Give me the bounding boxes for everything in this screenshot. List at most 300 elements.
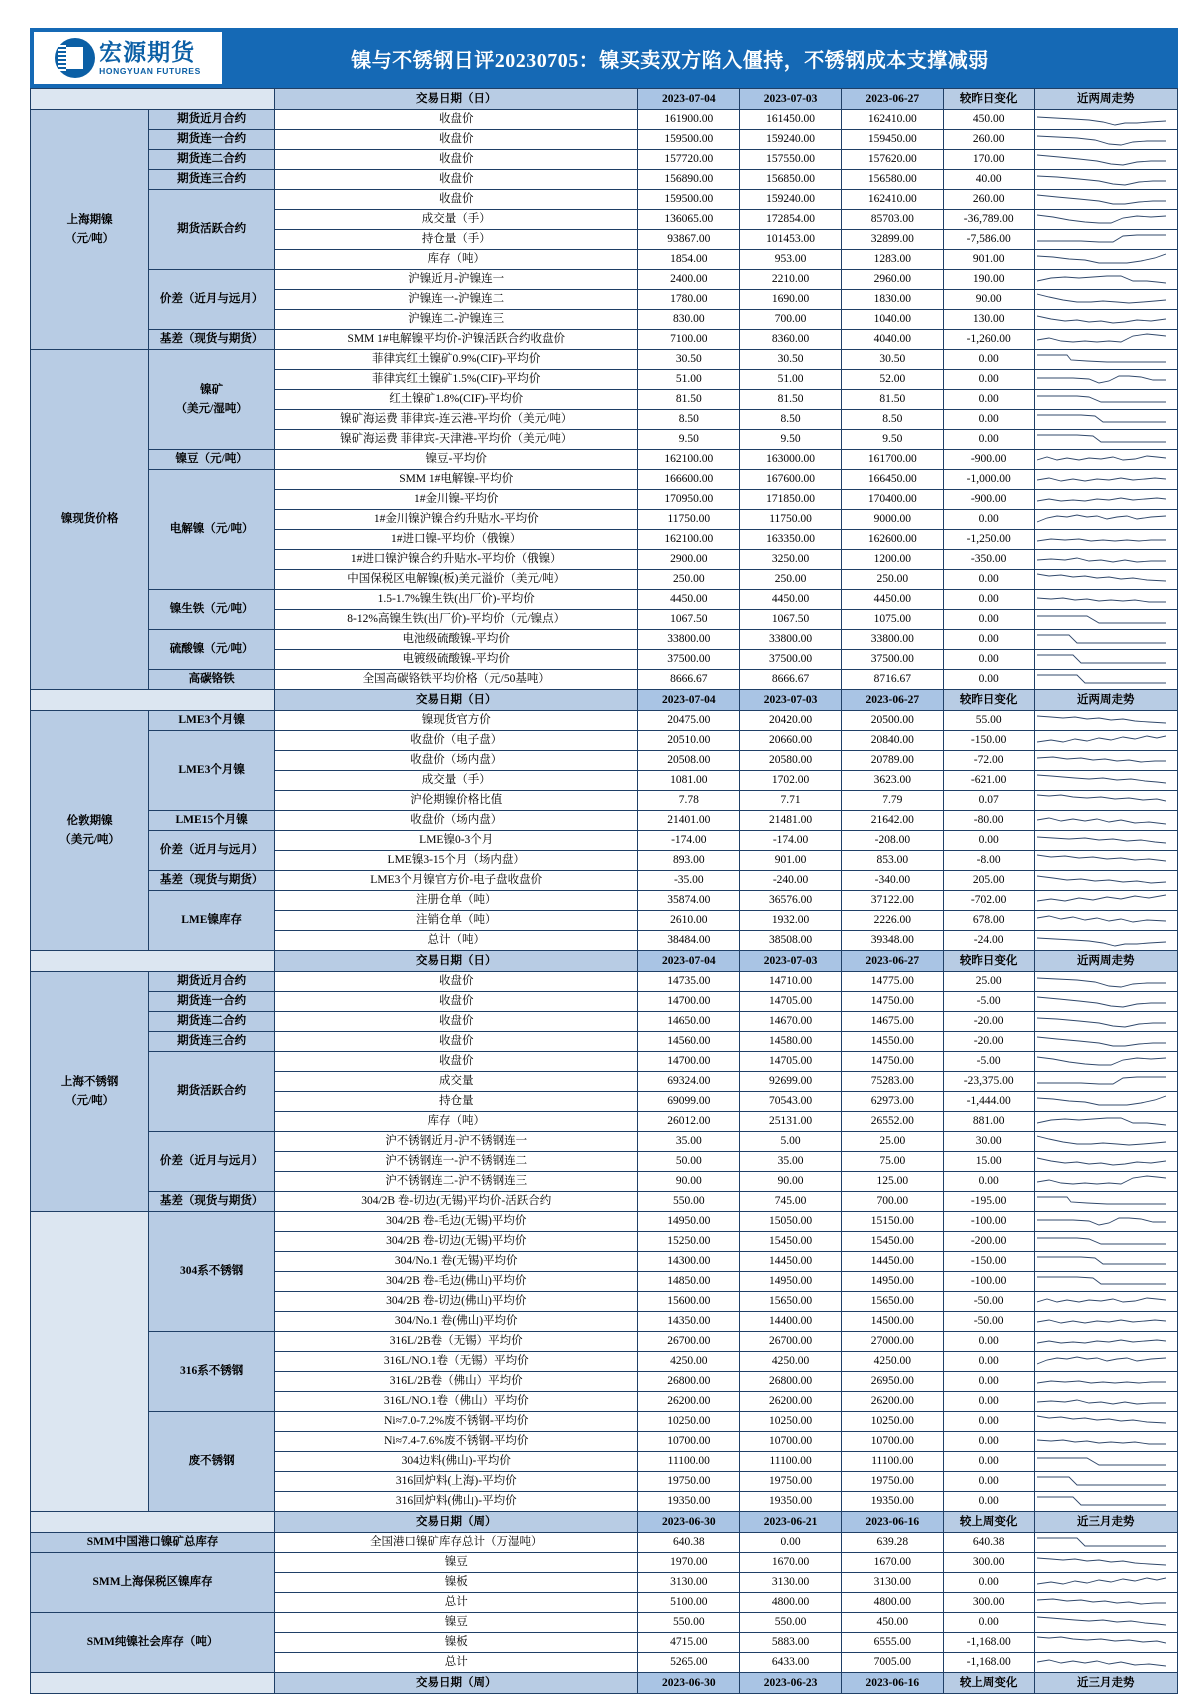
change-cell: 25.00 [943,972,1034,992]
table-row [31,170,1178,190]
value-cell-2: 20580.00 [740,751,842,771]
metric-label: 316L/NO.1卷（无锡）平均价 [275,1352,638,1372]
metric-label: 304/2B 卷-切边(佛山)平均价 [275,1292,638,1312]
value-cell-2: 745.00 [740,1192,842,1212]
metric-label: 沪不锈钢连一-沪不锈钢连二 [275,1152,638,1172]
change-cell: 0.00 [943,1573,1034,1593]
value-cell-3: 14775.00 [841,972,943,992]
subgroup-label: 期货活跃合约 [149,1052,275,1132]
value-cell-3: 853.00 [841,851,943,871]
table-row [31,731,1178,751]
date-column-2: 2023-07-03 [740,690,842,711]
change-cell: 40.00 [943,170,1034,190]
value-cell-3: 1830.00 [841,290,943,310]
value-cell-1: 550.00 [638,1613,740,1633]
value-cell-3: 4450.00 [841,590,943,610]
change-cell: -150.00 [943,1252,1034,1272]
value-cell-3: 1200.00 [841,550,943,570]
trend-sparkline [1034,831,1177,851]
date-column-3: 2023-06-27 [841,89,943,110]
value-cell-1: -174.00 [638,831,740,851]
change-cell: -7,586.00 [943,230,1034,250]
change-cell: -702.00 [943,891,1034,911]
value-cell-3: 9000.00 [841,510,943,530]
value-cell-3: 6555.00 [841,1633,943,1653]
value-cell-3: 4040.00 [841,330,943,350]
value-cell-2: 26700.00 [740,1332,842,1352]
change-cell: 15.00 [943,1152,1034,1172]
change-cell: 678.00 [943,911,1034,931]
metric-label: 库存（吨） [275,250,638,270]
table-row [31,270,1178,290]
table-row [31,711,1178,731]
value-cell-1: 26012.00 [638,1112,740,1132]
value-cell-2: 70543.00 [740,1092,842,1112]
value-cell-2: -240.00 [740,871,842,891]
trend-sparkline [1034,891,1177,911]
table-row [31,350,1178,370]
metric-label: 1#金川镍-平均价 [275,490,638,510]
metric-label: 镍板 [275,1633,638,1653]
value-cell-2: 901.00 [740,851,842,871]
change-cell: -1,168.00 [943,1633,1034,1653]
value-cell-2: 6433.00 [740,1653,842,1673]
trend-sparkline [1034,751,1177,771]
value-cell-3: 162600.00 [841,530,943,550]
value-cell-2: 30.50 [740,350,842,370]
value-cell-1: 1067.50 [638,610,740,630]
metric-label: 注销仓单（吨） [275,911,638,931]
value-cell-2: 4450.00 [740,590,842,610]
value-cell-1: 4715.00 [638,1633,740,1653]
value-cell-3: 33800.00 [841,630,943,650]
value-cell-3: 81.50 [841,390,943,410]
value-cell-2: 37500.00 [740,650,842,670]
trend-sparkline [1034,270,1177,290]
value-cell-3: 14675.00 [841,1012,943,1032]
value-cell-3: 20789.00 [841,751,943,771]
trend-sparkline [1034,1212,1177,1232]
metric-label: 镍豆 [275,1553,638,1573]
date-column-3: 2023-06-27 [841,951,943,972]
metric-label: 1.5-1.7%镍生铁(出厂价)-平均价 [275,590,638,610]
change-cell: -350.00 [943,550,1034,570]
value-cell-3: 1670.00 [841,1553,943,1573]
change-cell: -5.00 [943,992,1034,1012]
value-cell-3: 639.28 [841,1533,943,1553]
trend-sparkline [1034,871,1177,891]
trend-sparkline [1034,1092,1177,1112]
metric-label: 全国高碳铬铁平均价格（元/50基吨） [275,670,638,690]
metric-label: 总计 [275,1653,638,1673]
value-cell-2: 90.00 [740,1172,842,1192]
change-column-header: 较昨日变化 [943,89,1034,110]
value-cell-3: 125.00 [841,1172,943,1192]
subgroup-label: LME镍库存 [149,891,275,951]
trend-sparkline [1034,1232,1177,1252]
trend-sparkline [1034,731,1177,751]
value-cell-1: 21401.00 [638,811,740,831]
change-cell: -200.00 [943,1232,1034,1252]
value-cell-2: 0.00 [740,1533,842,1553]
value-cell-1: 14700.00 [638,1052,740,1072]
subgroup-label: 期货连二合约 [149,150,275,170]
subgroup-label: LME15个月镍 [149,811,275,831]
metric-label: 8-12%高镍生铁(出厂价)-平均价（元/镍点） [275,610,638,630]
date-column-3: 2023-06-27 [841,690,943,711]
metric-label: 收盘价 [275,170,638,190]
change-cell: 0.00 [943,670,1034,690]
value-cell-1: 5100.00 [638,1593,740,1613]
header-spacer [31,1673,275,1694]
value-cell-1: 15600.00 [638,1292,740,1312]
change-cell: 0.00 [943,1452,1034,1472]
value-cell-1: 170950.00 [638,490,740,510]
value-cell-3: 75283.00 [841,1072,943,1092]
value-cell-3: 450.00 [841,1613,943,1633]
table-row [31,972,1178,992]
value-cell-2: 159240.00 [740,130,842,150]
metric-label: 304/2B 卷-毛边(佛山)平均价 [275,1272,638,1292]
value-cell-3: 7.79 [841,791,943,811]
date-header-row [31,1512,1178,1533]
metric-label: 成交量（手） [275,771,638,791]
table-row [31,630,1178,650]
change-cell: -24.00 [943,931,1034,951]
metric-label: 镍矿海运费 菲律宾-天津港-平均价（美元/吨） [275,430,638,450]
change-cell: -150.00 [943,731,1034,751]
metric-label: 库存（吨） [275,1112,638,1132]
value-cell-3: 52.00 [841,370,943,390]
value-cell-3: 37500.00 [841,650,943,670]
value-cell-1: 550.00 [638,1192,740,1212]
trend-sparkline [1034,1653,1177,1673]
table-row [31,450,1178,470]
change-cell: 0.00 [943,1172,1034,1192]
change-cell: -20.00 [943,1032,1034,1052]
change-cell: 190.00 [943,270,1034,290]
value-cell-1: 161900.00 [638,110,740,130]
trend-sparkline [1034,570,1177,590]
table-row [31,1553,1178,1573]
value-cell-3: 32899.00 [841,230,943,250]
metric-label: LME镍0-3个月 [275,831,638,851]
value-cell-3: 8716.67 [841,670,943,690]
trend-sparkline [1034,1012,1177,1032]
date-column-2: 2023-06-23 [740,1673,842,1694]
subgroup-label: LME3个月镍 [149,731,275,811]
value-cell-3: 75.00 [841,1152,943,1172]
date-header-row [31,89,1178,110]
value-cell-1: 30.50 [638,350,740,370]
value-cell-2: 1670.00 [740,1553,842,1573]
change-cell: -100.00 [943,1212,1034,1232]
subgroup-label: 价差（近月与远月） [149,1132,275,1192]
metric-label: 镍豆 [275,1613,638,1633]
trend-column-header: 近两周走势 [1034,690,1177,711]
value-cell-3: 11100.00 [841,1452,943,1472]
trend-sparkline [1034,390,1177,410]
value-cell-1: 14300.00 [638,1252,740,1272]
metric-label: 收盘价 [275,1052,638,1072]
table-row [31,1132,1178,1152]
metric-label: 316L/2B卷（佛山）平均价 [275,1372,638,1392]
value-cell-2: 11750.00 [740,510,842,530]
trend-sparkline [1034,150,1177,170]
change-cell: -1,250.00 [943,530,1034,550]
value-cell-1: 26200.00 [638,1392,740,1412]
value-cell-1: 14700.00 [638,992,740,1012]
value-cell-1: 14735.00 [638,972,740,992]
value-cell-2: 14710.00 [740,972,842,992]
change-cell: -50.00 [943,1292,1034,1312]
value-cell-3: 21642.00 [841,811,943,831]
value-cell-3: 156580.00 [841,170,943,190]
change-cell: 170.00 [943,150,1034,170]
value-cell-3: 162410.00 [841,110,943,130]
change-cell: -8.00 [943,851,1034,871]
date-column-1: 2023-07-04 [638,690,740,711]
change-cell: 0.00 [943,410,1034,430]
change-cell: 640.38 [943,1533,1034,1553]
value-cell-1: 33800.00 [638,630,740,650]
value-cell-2: 14400.00 [740,1312,842,1332]
change-cell: -23,375.00 [943,1072,1034,1092]
trend-sparkline [1034,1533,1177,1553]
date-column-3: 2023-06-16 [841,1673,943,1694]
value-cell-3: 14500.00 [841,1312,943,1332]
metric-label: 收盘价 [275,1012,638,1032]
change-cell: -1,000.00 [943,470,1034,490]
change-cell: -80.00 [943,811,1034,831]
change-cell: 0.00 [943,610,1034,630]
value-cell-2: 26800.00 [740,1372,842,1392]
value-cell-1: 20508.00 [638,751,740,771]
trend-sparkline [1034,510,1177,530]
change-cell: -1,260.00 [943,330,1034,350]
value-cell-3: 14450.00 [841,1252,943,1272]
value-cell-1: 136065.00 [638,210,740,230]
value-cell-2: 550.00 [740,1613,842,1633]
trend-sparkline [1034,1172,1177,1192]
metric-label: 304/2B 卷-毛边(无锡)平均价 [275,1212,638,1232]
value-cell-2: 92699.00 [740,1072,842,1092]
value-cell-1: 4450.00 [638,590,740,610]
value-cell-2: 15050.00 [740,1212,842,1232]
change-cell: 0.00 [943,390,1034,410]
metric-label: 电池级硫酸镍-平均价 [275,630,638,650]
trend-column-header: 近两周走势 [1034,89,1177,110]
metric-label: 304/2B 卷-切边(无锡)平均价 [275,1232,638,1252]
trend-sparkline [1034,1352,1177,1372]
value-cell-3: 15650.00 [841,1292,943,1312]
trend-sparkline [1034,1613,1177,1633]
table-row [31,590,1178,610]
value-cell-3: 4800.00 [841,1593,943,1613]
subgroup-label: 镍矿 （美元/湿吨） [149,350,275,450]
trend-sparkline [1034,1192,1177,1212]
value-cell-2: -174.00 [740,831,842,851]
subgroup-label: 镍豆（元/吨） [149,450,275,470]
date-header-label: 交易日期（周） [275,1673,638,1694]
value-cell-1: 81.50 [638,390,740,410]
value-cell-1: 162100.00 [638,530,740,550]
value-cell-2: 8.50 [740,410,842,430]
value-cell-3: 20840.00 [841,731,943,751]
weekly-group-label: SMM纯镍社会库存（吨） [31,1613,275,1673]
value-cell-1: 26700.00 [638,1332,740,1352]
trend-sparkline [1034,1392,1177,1412]
metric-label: 菲律宾红土镍矿1.5%(CIF)-平均价 [275,370,638,390]
trend-sparkline [1034,1553,1177,1573]
section-group-label: 镍现货价格 [31,350,149,690]
subgroup-label: 价差（近月与远月） [149,831,275,871]
date-header-label: 交易日期（周） [275,1512,638,1533]
metric-label: SMM 1#电解镍平均价-沪镍活跃合约收盘价 [275,330,638,350]
value-cell-2: 25131.00 [740,1112,842,1132]
value-cell-3: 14550.00 [841,1032,943,1052]
value-cell-3: 10700.00 [841,1432,943,1452]
table-row [31,1412,1178,1432]
value-cell-3: 250.00 [841,570,943,590]
value-cell-3: 15150.00 [841,1212,943,1232]
value-cell-3: 9.50 [841,430,943,450]
value-cell-2: 159240.00 [740,190,842,210]
value-cell-1: 19350.00 [638,1492,740,1512]
logo-english-name: HONGYUAN FUTURES [99,65,201,76]
trend-sparkline [1034,550,1177,570]
table-row [31,670,1178,690]
trend-sparkline [1034,771,1177,791]
change-cell: 0.00 [943,1492,1034,1512]
change-cell: 130.00 [943,310,1034,330]
metric-label: 镍矿海运费 菲律宾-连云港-平均价（美元/吨） [275,410,638,430]
trend-sparkline [1034,1332,1177,1352]
metric-label: 304/No.1 卷(无锡)平均价 [275,1252,638,1272]
value-cell-1: 9.50 [638,430,740,450]
value-cell-1: 2900.00 [638,550,740,570]
table-row [31,1212,1178,1232]
value-cell-1: 157720.00 [638,150,740,170]
change-cell: -100.00 [943,1272,1034,1292]
table-row [31,1332,1178,1352]
trend-sparkline [1034,630,1177,650]
date-column-1: 2023-07-04 [638,89,740,110]
value-cell-1: 14560.00 [638,1032,740,1052]
value-cell-3: 3130.00 [841,1573,943,1593]
logo-mark-icon [55,38,95,78]
change-cell: 0.00 [943,831,1034,851]
trend-sparkline [1034,410,1177,430]
value-cell-2: 1932.00 [740,911,842,931]
change-cell: 0.00 [943,350,1034,370]
value-cell-2: 3130.00 [740,1573,842,1593]
metric-label: LME镍3-15个月（场内盘） [275,851,638,871]
value-cell-2: 20420.00 [740,711,842,731]
table-row [31,110,1178,130]
value-cell-1: 159500.00 [638,130,740,150]
trend-sparkline [1034,170,1177,190]
subgroup-label: 期货近月合约 [149,110,275,130]
value-cell-3: 26950.00 [841,1372,943,1392]
value-cell-2: 14950.00 [740,1272,842,1292]
value-cell-3: 4250.00 [841,1352,943,1372]
value-cell-2: 8360.00 [740,330,842,350]
trend-sparkline [1034,1372,1177,1392]
value-cell-1: 4250.00 [638,1352,740,1372]
value-cell-1: 37500.00 [638,650,740,670]
trend-sparkline [1034,1472,1177,1492]
value-cell-1: 162100.00 [638,450,740,470]
trend-sparkline [1034,1052,1177,1072]
subgroup-label: 高碳铬铁 [149,670,275,690]
trend-sparkline [1034,1292,1177,1312]
subgroup-label: 基差（现货与期货） [149,1192,275,1212]
change-cell: -621.00 [943,771,1034,791]
change-cell: 881.00 [943,1112,1034,1132]
metric-label: 1#进口镍-平均价（俄镍） [275,530,638,550]
value-cell-3: 37122.00 [841,891,943,911]
value-cell-2: 1067.50 [740,610,842,630]
trend-sparkline [1034,1032,1177,1052]
metric-label: Ni≈7.4-7.6%废不锈钢-平均价 [275,1432,638,1452]
trend-column-header: 近三月走势 [1034,1512,1177,1533]
value-cell-3: 14750.00 [841,1052,943,1072]
subgroup-label: 价差（近月与远月） [149,270,275,330]
header-spacer [31,690,275,711]
date-header-label: 交易日期（日） [275,89,638,110]
value-cell-1: 830.00 [638,310,740,330]
value-cell-1: 90.00 [638,1172,740,1192]
trend-column-header: 近三月走势 [1034,1673,1177,1694]
value-cell-1: 10250.00 [638,1412,740,1432]
value-cell-2: 81.50 [740,390,842,410]
trend-sparkline [1034,470,1177,490]
value-cell-2: 10250.00 [740,1412,842,1432]
date-column-1: 2023-07-04 [638,951,740,972]
value-cell-2: 4800.00 [740,1593,842,1613]
trend-sparkline [1034,650,1177,670]
value-cell-3: 161700.00 [841,450,943,470]
logo-chinese-name: 宏源期货 [99,38,196,65]
metric-label: 304边料(佛山)-平均价 [275,1452,638,1472]
change-cell: 300.00 [943,1593,1034,1613]
date-header-row [31,690,1178,711]
value-cell-1: 15250.00 [638,1232,740,1252]
value-cell-3: 170400.00 [841,490,943,510]
metric-label: 菲律宾红土镍矿0.9%(CIF)-平均价 [275,350,638,370]
trend-column-header: 近两周走势 [1034,951,1177,972]
metric-label: 镍板 [275,1573,638,1593]
metric-label: Ni≈7.0-7.2%废不锈钢-平均价 [275,1412,638,1432]
trend-sparkline [1034,1412,1177,1432]
value-cell-1: 35.00 [638,1132,740,1152]
trend-sparkline [1034,992,1177,1012]
metric-label: 收盘价 [275,150,638,170]
change-cell: 0.00 [943,1392,1034,1412]
value-cell-1: 156890.00 [638,170,740,190]
metric-label: 收盘价（场内盘） [275,811,638,831]
trend-sparkline [1034,1452,1177,1472]
trend-sparkline [1034,711,1177,731]
metric-label: 注册仓单（吨） [275,891,638,911]
report-title: 镍与不锈钢日评20230705：镍买卖双方陷入僵持，不锈钢成本支撑减弱 [351,49,989,72]
metric-label: 收盘价 [275,130,638,150]
table-row [31,330,1178,350]
value-cell-3: 700.00 [841,1192,943,1212]
metric-label: 电镀级硫酸镍-平均价 [275,650,638,670]
value-cell-2: 51.00 [740,370,842,390]
